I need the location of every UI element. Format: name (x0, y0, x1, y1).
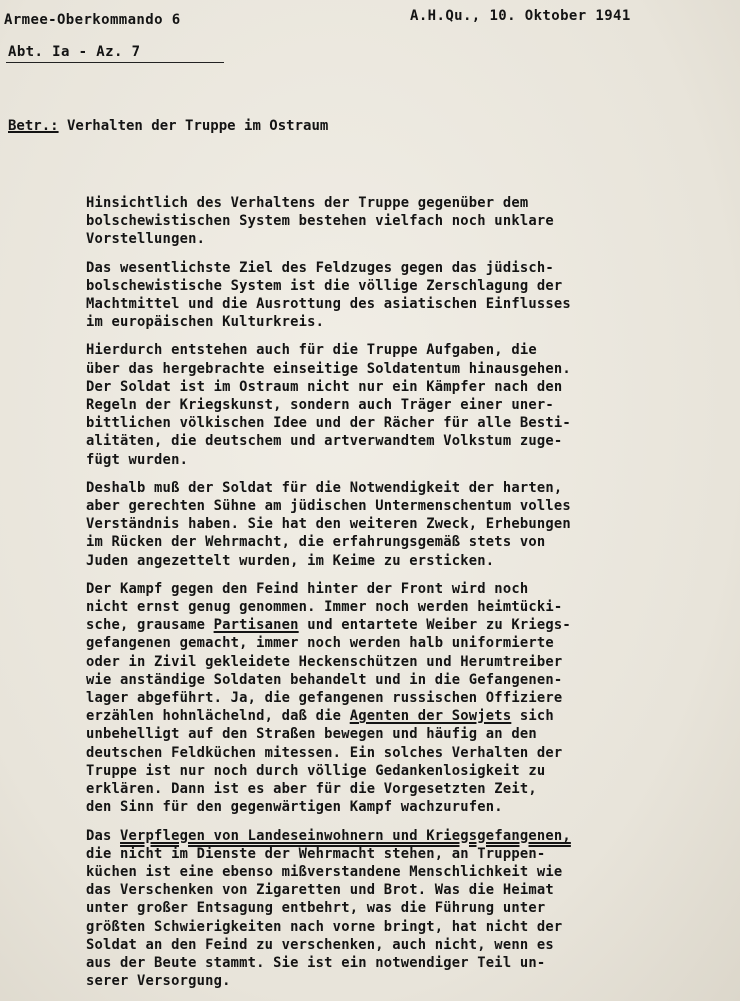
text-line: größten Schwierigkeiten nach vorne bringt, hat nicht der (86, 918, 563, 935)
file-reference: Abt. Ia - Az. 7 (8, 44, 141, 60)
text-line: Der Kampf gegen den Feind hinter der Front wird noch (86, 580, 529, 597)
text-line: deutschen Feldküchen mitessen. Ein solches Verhalten der (86, 744, 563, 761)
subject-text: Verhalten der Truppe im Ostraum (58, 118, 329, 134)
text-line (86, 827, 726, 845)
text-line: gefangenen gemacht, immer noch werden halb uniformierte (86, 635, 554, 652)
text-line: über das hergebrachte einseitige Soldatentum hinausgehen. (86, 360, 571, 377)
text-line: Machtmittel und die Ausrottung des asiatischen Einflusses (86, 296, 571, 313)
text-line: wie anständige Soldaten behandelt und in die Gefangenen- (86, 671, 563, 688)
text-line: Vorstellungen. (86, 231, 206, 248)
paragraph-1 (86, 194, 726, 249)
text-line: küchen ist eine ebenso mißverstandene Menschlichkeit wie (86, 863, 563, 880)
sender-unit: Armee-Oberkommando 6 (4, 12, 181, 28)
text-line: den Sinn für den gegenwärtigen Kampf wachzurufen. (86, 799, 503, 816)
text-line: Das wesentlichste Ziel des Feldzuges gegen das jüdisch- (86, 259, 554, 276)
underlined-verpflegen: Verpflegen von Landeseinwohnern und Kriegsgefangenen, (120, 827, 571, 844)
text-line: alitäten, die deutschem und artverwandtem Volkstum zuge- (86, 433, 563, 450)
text-line: im europäischen Kulturkreis. (86, 314, 325, 331)
underlined-agenten: Agenten der Sowjets (349, 708, 512, 725)
text-line: erklären. Dann ist es aber für die Vorgesetzten Zeit, (86, 781, 537, 798)
text-segment: sche, grausame (86, 617, 214, 634)
text-line: aber gerechten Sühne am jüdischen Untermenschentum volles (86, 498, 571, 515)
text-line: unbehelligt auf den Straßen bewegen und häufig an den (86, 726, 537, 743)
text-line: Deshalb muß der Soldat für die Notwendigkeit der harten, (86, 479, 563, 496)
text-line: serer Versorgung. (86, 973, 231, 990)
text-line: Der Soldat ist im Ostraum nicht nur ein Kämpfer nach den (86, 378, 563, 395)
text-line: fügt wurden. (86, 451, 189, 468)
text-line (86, 616, 726, 634)
paragraph-4 (86, 479, 726, 570)
text-line: bolschewistische System ist die völlige Zerschlagung der (86, 277, 563, 294)
text-line: das Verschenken von Zigaretten und Brot. Was die Heimat (86, 882, 554, 899)
text-line: Regeln der Kriegskunst, sondern auch Träger einer uner- (86, 397, 554, 414)
text-line: im Rücken der Wehrmacht, die erfahrungsgemäß stets von (86, 534, 546, 551)
text-line: Soldat an den Feind zu verschenken, auch nicht, wenn es (86, 936, 554, 953)
subject-line (8, 118, 328, 134)
text-segment: und entartete Weiber zu Kriegs- (298, 617, 571, 634)
text-line (86, 707, 726, 725)
paragraph-6 (86, 827, 726, 991)
text-line: bolschewistischen System bestehen vielfach noch unklare (86, 213, 554, 230)
text-segment: erzählen hohnlächelnd, daß die (86, 708, 350, 725)
text-line: Hierdurch entstehen auch für die Truppe Aufgaben, die (86, 342, 537, 359)
paragraph-2 (86, 259, 726, 332)
text-segment: sich (511, 708, 554, 725)
text-line: Hinsichtlich des Verhaltens der Truppe gegenüber dem (86, 195, 529, 211)
text-line: oder in Zivil gekleidete Heckenschützen und Herumtreiber (86, 653, 563, 670)
place-and-date: A.H.Qu., 10. Oktober 1941 (410, 8, 631, 24)
text-line: Juden angezettelt wurden, im Keime zu ersticken. (86, 552, 495, 569)
text-line: unter großer Entsagung entbehrt, was die Führung unter (86, 900, 546, 917)
underlined-partisanen: Partisanen (213, 617, 299, 634)
text-line: die nicht im Dienste der Wehrmacht stehen, an Truppen- (86, 845, 546, 862)
text-line: aus der Beute stammt. Sie ist ein notwendiger Teil un- (86, 954, 546, 971)
text-line: bittlichen völkischen Idee und der Rächer für alle Besti- (86, 415, 571, 432)
text-segment: Das (86, 827, 121, 844)
text-line: lager abgeführt. Ja, die gefangenen russischen Offiziere (86, 690, 563, 707)
text-line: Verständnis haben. Sie hat den weiteren Zweck, Erhebungen (86, 516, 571, 533)
letter-body (86, 194, 726, 1000)
text-line: nicht ernst genug genommen. Immer noch werden heimtücki- (86, 599, 563, 616)
text-line: Truppe ist nur noch durch völlige Gedankenlosigkeit zu (86, 762, 546, 779)
paragraph-3 (86, 341, 726, 468)
paragraph-5 (86, 580, 726, 817)
header-rule (6, 62, 224, 63)
subject-label: Betr.: (8, 118, 59, 134)
